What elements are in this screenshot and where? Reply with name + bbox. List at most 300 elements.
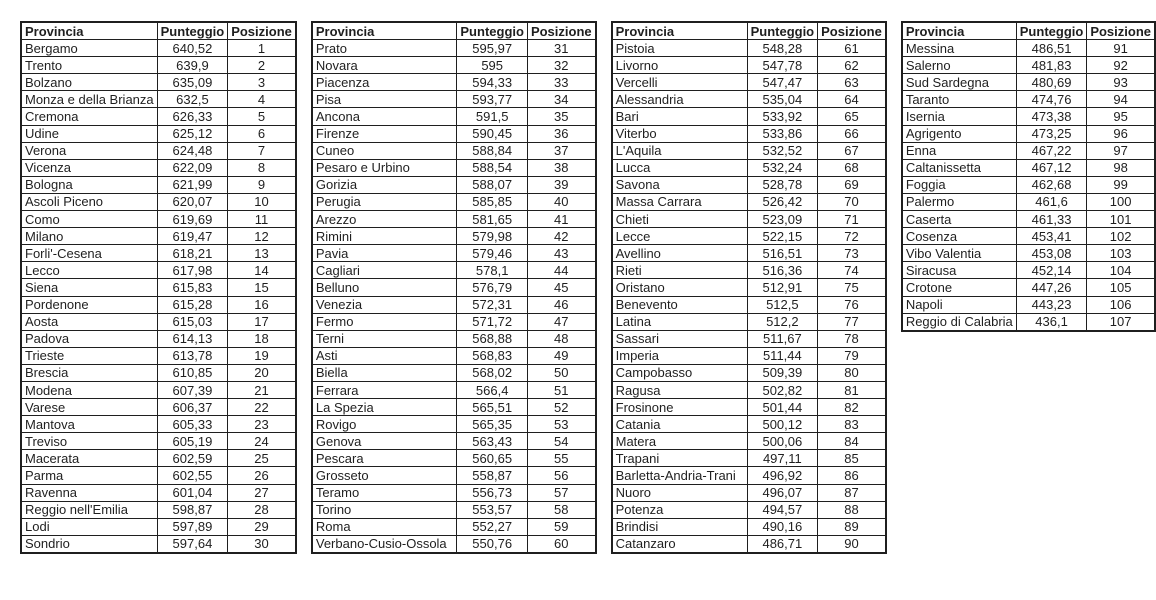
table-row	[612, 399, 886, 416]
punteggio-cell: 572,31	[457, 296, 528, 313]
table-row	[312, 399, 596, 416]
posizione-cell: 30	[228, 535, 296, 553]
provincia-cell: Torino	[312, 501, 457, 518]
provincia-cell: Pescara	[312, 450, 457, 467]
column-header-posizione: Posizione	[527, 22, 595, 40]
provincia-cell: Rimini	[312, 228, 457, 245]
provincia-cell: Barletta-Andria-Trani	[612, 467, 747, 484]
table-row	[312, 262, 596, 279]
posizione-cell: 45	[527, 279, 595, 296]
provincia-cell: Belluno	[312, 279, 457, 296]
posizione-cell: 69	[818, 176, 886, 193]
posizione-cell: 88	[818, 501, 886, 518]
table-row	[21, 40, 296, 57]
table-row	[612, 347, 886, 364]
ranking-table-4	[901, 21, 1156, 332]
table-row	[312, 176, 596, 193]
posizione-cell: 49	[527, 347, 595, 364]
posizione-cell: 3	[228, 74, 296, 91]
table-row	[612, 467, 886, 484]
punteggio-cell: 512,5	[747, 296, 818, 313]
provincia-cell: Como	[21, 211, 157, 228]
table-row	[902, 176, 1155, 193]
posizione-cell: 54	[527, 433, 595, 450]
table-row	[902, 228, 1155, 245]
punteggio-cell: 511,67	[747, 330, 818, 347]
table-row	[612, 57, 886, 74]
table-row	[21, 381, 296, 398]
punteggio-cell: 605,33	[157, 416, 228, 433]
posizione-cell: 9	[228, 176, 296, 193]
provincia-cell: Firenze	[312, 125, 457, 142]
provincia-cell: Bergamo	[21, 40, 157, 57]
table-row	[21, 467, 296, 484]
punteggio-cell: 481,83	[1016, 57, 1087, 74]
posizione-cell: 63	[818, 74, 886, 91]
punteggio-cell: 571,72	[457, 313, 528, 330]
posizione-cell: 27	[228, 484, 296, 501]
posizione-cell: 61	[818, 40, 886, 57]
provincia-cell: Treviso	[21, 433, 157, 450]
punteggio-cell: 533,86	[747, 125, 818, 142]
posizione-cell: 106	[1087, 296, 1155, 313]
provincia-cell: Caltanissetta	[902, 159, 1016, 176]
posizione-cell: 75	[818, 279, 886, 296]
table-row	[312, 433, 596, 450]
posizione-cell: 42	[527, 228, 595, 245]
posizione-cell: 100	[1087, 193, 1155, 210]
table-row	[612, 535, 886, 553]
punteggio-cell: 453,41	[1016, 228, 1087, 245]
punteggio-cell: 619,47	[157, 228, 228, 245]
punteggio-cell: 578,1	[457, 262, 528, 279]
provincia-cell: Pesaro e Urbino	[312, 159, 457, 176]
posizione-cell: 35	[527, 108, 595, 125]
table-row	[902, 142, 1155, 159]
punteggio-cell: 565,51	[457, 399, 528, 416]
table-row	[312, 535, 596, 553]
table-row	[21, 74, 296, 91]
posizione-cell: 56	[527, 467, 595, 484]
punteggio-cell: 563,43	[457, 433, 528, 450]
posizione-cell: 62	[818, 57, 886, 74]
table-row	[902, 245, 1155, 262]
posizione-cell: 76	[818, 296, 886, 313]
punteggio-cell: 550,76	[457, 535, 528, 553]
posizione-cell: 19	[228, 347, 296, 364]
table-row	[612, 416, 886, 433]
provincia-cell: Sondrio	[21, 535, 157, 553]
punteggio-cell: 535,04	[747, 91, 818, 108]
table-row	[21, 228, 296, 245]
header-row	[312, 22, 596, 40]
table-row	[21, 176, 296, 193]
provincia-cell: Udine	[21, 125, 157, 142]
posizione-cell: 73	[818, 245, 886, 262]
posizione-cell: 2	[228, 57, 296, 74]
table-row	[612, 262, 886, 279]
punteggio-cell: 447,26	[1016, 279, 1087, 296]
provincia-cell: Biella	[312, 364, 457, 381]
table-row	[312, 211, 596, 228]
posizione-cell: 53	[527, 416, 595, 433]
table-row	[21, 518, 296, 535]
punteggio-cell: 590,45	[457, 125, 528, 142]
posizione-cell: 15	[228, 279, 296, 296]
provincia-cell: Sud Sardegna	[902, 74, 1016, 91]
provincia-cell: Avellino	[612, 245, 747, 262]
posizione-cell: 48	[527, 330, 595, 347]
posizione-cell: 94	[1087, 91, 1155, 108]
punteggio-cell: 453,08	[1016, 245, 1087, 262]
punteggio-cell: 461,6	[1016, 193, 1087, 210]
provincia-cell: Rieti	[612, 262, 747, 279]
table-row	[21, 313, 296, 330]
ranking-table-3	[611, 21, 887, 554]
posizione-cell: 21	[228, 381, 296, 398]
punteggio-cell: 598,87	[157, 501, 228, 518]
provincia-cell: Brindisi	[612, 518, 747, 535]
table-row	[312, 467, 596, 484]
posizione-cell: 7	[228, 142, 296, 159]
table-row	[612, 450, 886, 467]
table-row	[612, 518, 886, 535]
punteggio-cell: 610,85	[157, 364, 228, 381]
posizione-cell: 29	[228, 518, 296, 535]
provincia-cell: Mantova	[21, 416, 157, 433]
table-row	[21, 125, 296, 142]
provincia-cell: Reggio di Calabria	[902, 313, 1016, 331]
posizione-cell: 20	[228, 364, 296, 381]
punteggio-cell: 496,07	[747, 484, 818, 501]
provincia-cell: Alessandria	[612, 91, 747, 108]
punteggio-cell: 585,85	[457, 193, 528, 210]
table-row	[312, 40, 596, 57]
table-row	[612, 108, 886, 125]
provincia-cell: Genova	[312, 433, 457, 450]
posizione-cell: 43	[527, 245, 595, 262]
punteggio-cell: 632,5	[157, 91, 228, 108]
provincia-cell: Gorizia	[312, 176, 457, 193]
provincia-cell: Piacenza	[312, 74, 457, 91]
punteggio-cell: 500,12	[747, 416, 818, 433]
table-row	[312, 518, 596, 535]
punteggio-cell: 579,46	[457, 245, 528, 262]
table-row	[312, 142, 596, 159]
table-row	[21, 330, 296, 347]
column-header-punteggio: Punteggio	[457, 22, 528, 40]
table-row	[21, 501, 296, 518]
table-row	[312, 296, 596, 313]
table-row	[612, 484, 886, 501]
table-row	[902, 193, 1155, 210]
provincia-cell: Livorno	[612, 57, 747, 74]
punteggio-cell: 501,44	[747, 399, 818, 416]
punteggio-cell: 566,4	[457, 381, 528, 398]
punteggio-cell: 500,06	[747, 433, 818, 450]
punteggio-cell: 560,65	[457, 450, 528, 467]
punteggio-cell: 509,39	[747, 364, 818, 381]
provincia-cell: Grosseto	[312, 467, 457, 484]
punteggio-cell: 591,5	[457, 108, 528, 125]
table-row	[612, 364, 886, 381]
table-row	[612, 40, 886, 57]
posizione-cell: 74	[818, 262, 886, 279]
posizione-cell: 67	[818, 142, 886, 159]
table-row	[312, 74, 596, 91]
punteggio-cell: 516,36	[747, 262, 818, 279]
table-row	[21, 433, 296, 450]
provincia-cell: Imperia	[612, 347, 747, 364]
table-row	[612, 501, 886, 518]
punteggio-cell: 595,97	[457, 40, 528, 57]
punteggio-cell: 474,76	[1016, 91, 1087, 108]
punteggio-cell: 473,25	[1016, 125, 1087, 142]
provincia-cell: Monza e della Brianza	[21, 91, 157, 108]
punteggio-cell: 622,09	[157, 159, 228, 176]
ranking-table-2	[311, 21, 597, 554]
table-row	[902, 211, 1155, 228]
posizione-cell: 12	[228, 228, 296, 245]
punteggio-cell: 528,78	[747, 176, 818, 193]
provincia-cell: Palermo	[902, 193, 1016, 210]
provincia-cell: Lodi	[21, 518, 157, 535]
provincia-cell: Siracusa	[902, 262, 1016, 279]
provincia-cell: Brescia	[21, 364, 157, 381]
provincia-cell: Lecce	[612, 228, 747, 245]
table-row	[21, 262, 296, 279]
table-row	[312, 501, 596, 518]
provincia-cell: Chieti	[612, 211, 747, 228]
provincia-cell: Parma	[21, 467, 157, 484]
posizione-cell: 46	[527, 296, 595, 313]
posizione-cell: 82	[818, 399, 886, 416]
table-row	[902, 91, 1155, 108]
punteggio-cell: 516,51	[747, 245, 818, 262]
table-row	[312, 108, 596, 125]
punteggio-cell: 533,92	[747, 108, 818, 125]
posizione-cell: 57	[527, 484, 595, 501]
punteggio-cell: 640,52	[157, 40, 228, 57]
table-row	[312, 450, 596, 467]
punteggio-cell: 568,83	[457, 347, 528, 364]
provincia-cell: Frosinone	[612, 399, 747, 416]
provincia-cell: Ferrara	[312, 381, 457, 398]
table-row	[902, 159, 1155, 176]
posizione-cell: 39	[527, 176, 595, 193]
column-header-posizione: Posizione	[228, 22, 296, 40]
posizione-cell: 38	[527, 159, 595, 176]
punteggio-cell: 594,33	[457, 74, 528, 91]
provincia-cell: Viterbo	[612, 125, 747, 142]
posizione-cell: 72	[818, 228, 886, 245]
provincia-cell: Arezzo	[312, 211, 457, 228]
punteggio-cell: 605,19	[157, 433, 228, 450]
posizione-cell: 80	[818, 364, 886, 381]
punteggio-cell: 568,88	[457, 330, 528, 347]
posizione-cell: 103	[1087, 245, 1155, 262]
punteggio-cell: 639,9	[157, 57, 228, 74]
punteggio-cell: 486,51	[1016, 40, 1087, 57]
posizione-cell: 77	[818, 313, 886, 330]
column-header-provincia: Provincia	[612, 22, 747, 40]
provincia-cell: Vicenza	[21, 159, 157, 176]
punteggio-cell: 512,91	[747, 279, 818, 296]
table-row	[21, 142, 296, 159]
punteggio-cell: 619,69	[157, 211, 228, 228]
posizione-cell: 71	[818, 211, 886, 228]
table-row	[21, 484, 296, 501]
posizione-cell: 44	[527, 262, 595, 279]
table-row	[612, 125, 886, 142]
provincia-cell: Cremona	[21, 108, 157, 125]
punteggio-cell: 486,71	[747, 535, 818, 553]
punteggio-cell: 597,89	[157, 518, 228, 535]
posizione-cell: 1	[228, 40, 296, 57]
table-row	[312, 228, 596, 245]
punteggio-cell: 522,15	[747, 228, 818, 245]
provincia-cell: Ravenna	[21, 484, 157, 501]
posizione-cell: 32	[527, 57, 595, 74]
table-row	[612, 193, 886, 210]
column-header-punteggio: Punteggio	[157, 22, 228, 40]
provincia-cell: Massa Carrara	[612, 193, 747, 210]
provincia-cell: Napoli	[902, 296, 1016, 313]
punteggio-cell: 615,83	[157, 279, 228, 296]
table-row	[21, 416, 296, 433]
punteggio-cell: 579,98	[457, 228, 528, 245]
punteggio-cell: 568,02	[457, 364, 528, 381]
table-row	[612, 176, 886, 193]
punteggio-cell: 556,73	[457, 484, 528, 501]
posizione-cell: 104	[1087, 262, 1155, 279]
provincia-cell: Potenza	[612, 501, 747, 518]
provincia-cell: Salerno	[902, 57, 1016, 74]
provincia-cell: Forli'-Cesena	[21, 245, 157, 262]
table-row	[312, 364, 596, 381]
provincia-cell: Rovigo	[312, 416, 457, 433]
provincia-cell: Padova	[21, 330, 157, 347]
table-row	[21, 279, 296, 296]
posizione-cell: 6	[228, 125, 296, 142]
posizione-cell: 70	[818, 193, 886, 210]
provincia-cell: Pordenone	[21, 296, 157, 313]
posizione-cell: 89	[818, 518, 886, 535]
punteggio-cell: 443,23	[1016, 296, 1087, 313]
header-row	[612, 22, 886, 40]
column-header-provincia: Provincia	[312, 22, 457, 40]
provincia-cell: Modena	[21, 381, 157, 398]
posizione-cell: 93	[1087, 74, 1155, 91]
table-row	[902, 296, 1155, 313]
table-row	[612, 142, 886, 159]
table-row	[312, 416, 596, 433]
table-row	[21, 159, 296, 176]
punteggio-cell: 607,39	[157, 381, 228, 398]
table-row	[21, 296, 296, 313]
provincia-cell: Lecco	[21, 262, 157, 279]
provincia-cell: Bolzano	[21, 74, 157, 91]
table-row	[312, 245, 596, 262]
provincia-cell: Savona	[612, 176, 747, 193]
posizione-cell: 37	[527, 142, 595, 159]
provincia-cell: Taranto	[902, 91, 1016, 108]
punteggio-cell: 588,54	[457, 159, 528, 176]
provincia-cell: Pisa	[312, 91, 457, 108]
table-row	[612, 74, 886, 91]
provincia-cell: Aosta	[21, 313, 157, 330]
provincia-cell: Benevento	[612, 296, 747, 313]
punteggio-cell: 635,09	[157, 74, 228, 91]
table-row	[312, 330, 596, 347]
provincia-cell: Pistoia	[612, 40, 747, 57]
punteggio-cell: 565,35	[457, 416, 528, 433]
provincia-cell: Foggia	[902, 176, 1016, 193]
posizione-cell: 85	[818, 450, 886, 467]
posizione-cell: 14	[228, 262, 296, 279]
punteggio-cell: 494,57	[747, 501, 818, 518]
punteggio-cell: 626,33	[157, 108, 228, 125]
posizione-cell: 65	[818, 108, 886, 125]
table-row	[902, 262, 1155, 279]
punteggio-cell: 547,78	[747, 57, 818, 74]
punteggio-cell: 624,48	[157, 142, 228, 159]
punteggio-cell: 552,27	[457, 518, 528, 535]
table-row	[21, 364, 296, 381]
provincia-cell: Reggio nell'Emilia	[21, 501, 157, 518]
punteggio-cell: 588,07	[457, 176, 528, 193]
posizione-cell: 78	[818, 330, 886, 347]
column-header-punteggio: Punteggio	[1016, 22, 1087, 40]
punteggio-cell: 461,33	[1016, 211, 1087, 228]
punteggio-cell: 615,28	[157, 296, 228, 313]
punteggio-cell: 606,37	[157, 399, 228, 416]
table-row	[312, 313, 596, 330]
table-row	[312, 91, 596, 108]
table-row	[612, 313, 886, 330]
provincia-cell: Agrigento	[902, 125, 1016, 142]
table-row	[21, 535, 296, 553]
punteggio-cell: 576,79	[457, 279, 528, 296]
posizione-cell: 64	[818, 91, 886, 108]
posizione-cell: 13	[228, 245, 296, 262]
posizione-cell: 5	[228, 108, 296, 125]
posizione-cell: 16	[228, 296, 296, 313]
punteggio-cell: 523,09	[747, 211, 818, 228]
table-row	[902, 313, 1155, 331]
posizione-cell: 99	[1087, 176, 1155, 193]
table-row	[312, 279, 596, 296]
table-row	[21, 91, 296, 108]
provincia-cell: Novara	[312, 57, 457, 74]
provincia-cell: Sassari	[612, 330, 747, 347]
posizione-cell: 40	[527, 193, 595, 210]
provincia-cell: Nuoro	[612, 484, 747, 501]
column-header-posizione: Posizione	[1087, 22, 1155, 40]
table-row	[312, 347, 596, 364]
table-row	[21, 347, 296, 364]
table-row	[612, 245, 886, 262]
punteggio-cell: 617,98	[157, 262, 228, 279]
provincia-cell: Fermo	[312, 313, 457, 330]
posizione-cell: 101	[1087, 211, 1155, 228]
posizione-cell: 23	[228, 416, 296, 433]
table-row	[612, 159, 886, 176]
provincia-cell: Varese	[21, 399, 157, 416]
posizione-cell: 59	[527, 518, 595, 535]
punteggio-cell: 467,12	[1016, 159, 1087, 176]
provincia-cell: Trapani	[612, 450, 747, 467]
